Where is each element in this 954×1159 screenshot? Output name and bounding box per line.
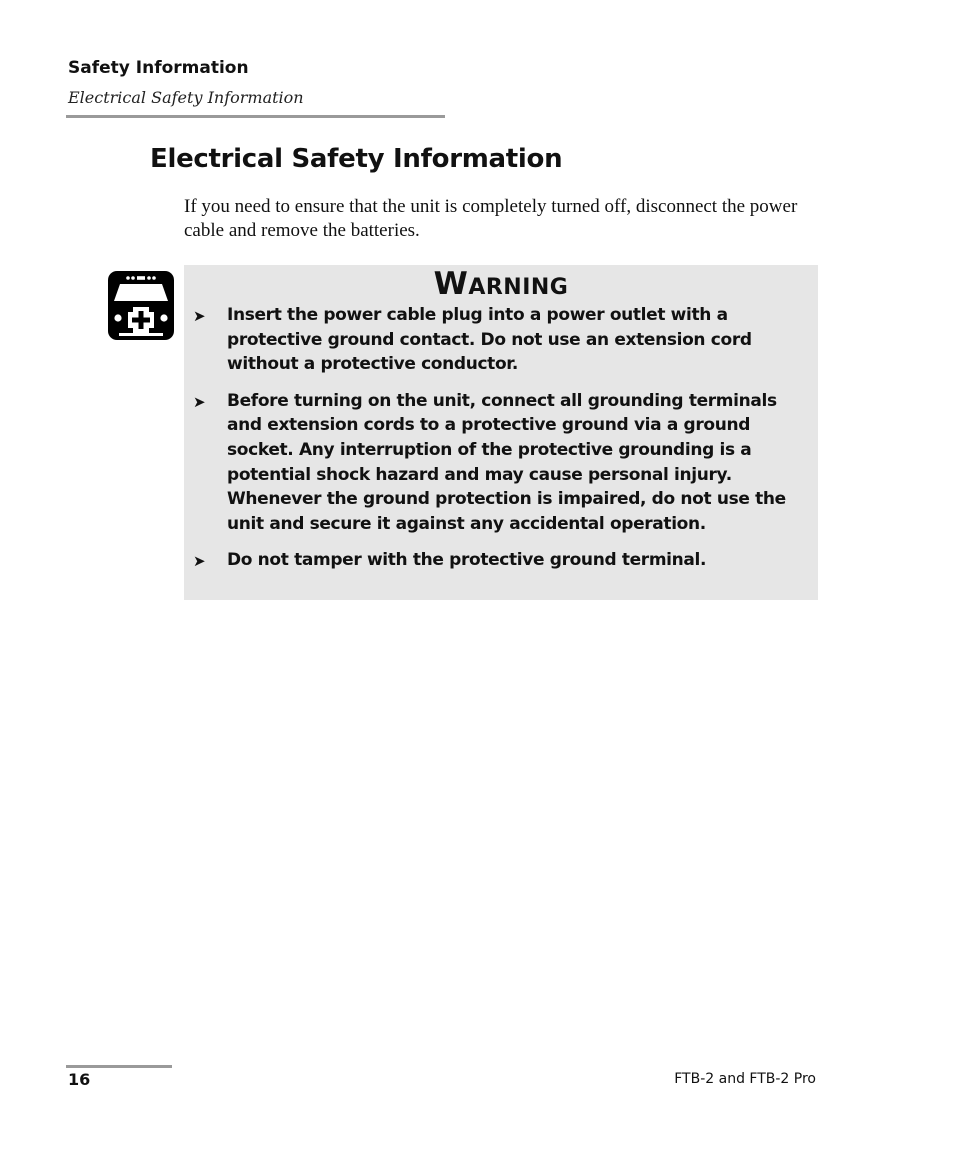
- arrow-bullet-icon: ➤: [193, 552, 206, 571]
- warning-title: Warning: [433, 266, 569, 302]
- page-title: Electrical Safety Information: [150, 144, 563, 174]
- running-header-section: Safety Information: [68, 58, 249, 78]
- running-header-subsection: Electrical Safety Information: [68, 88, 304, 107]
- arrow-bullet-icon: ➤: [193, 392, 206, 411]
- warning-item: [184, 303, 818, 377]
- warning-item: [184, 548, 818, 573]
- warning-item-text: Do not tamper with the protective ground terminal.: [227, 550, 707, 571]
- arrow-bullet-icon: ➤: [193, 307, 206, 325]
- warning-list: [184, 303, 818, 585]
- page-number: 16: [68, 1070, 91, 1089]
- warning-item: [184, 389, 818, 537]
- header-rule: [66, 115, 445, 118]
- ambulance-warning-icon: [107, 270, 175, 341]
- warning-item-text: Insert the power cable plug into a power outlet with a protective ground contact. Do not use an extension cord without a protective conductor.: [227, 305, 752, 375]
- warning-item-text: Before turning on the unit, connect all grounding terminals and extension cords to a protective ground via a ground socket. Any interruption of the protective grounding is a potential shock hazard and may cause personal injury. Whenever the ground protection is impaired, do not use the unit and secure it against any accidental operation.: [227, 390, 786, 534]
- footer-product-name: FTB-2 and FTB-2 Pro: [674, 1071, 816, 1087]
- warning-box: [184, 265, 818, 600]
- footer-rule: [66, 1065, 172, 1068]
- intro-paragraph: If you need to ensure that the unit is completely turned off, disconnect the power cable and remove the batteries.: [184, 196, 798, 241]
